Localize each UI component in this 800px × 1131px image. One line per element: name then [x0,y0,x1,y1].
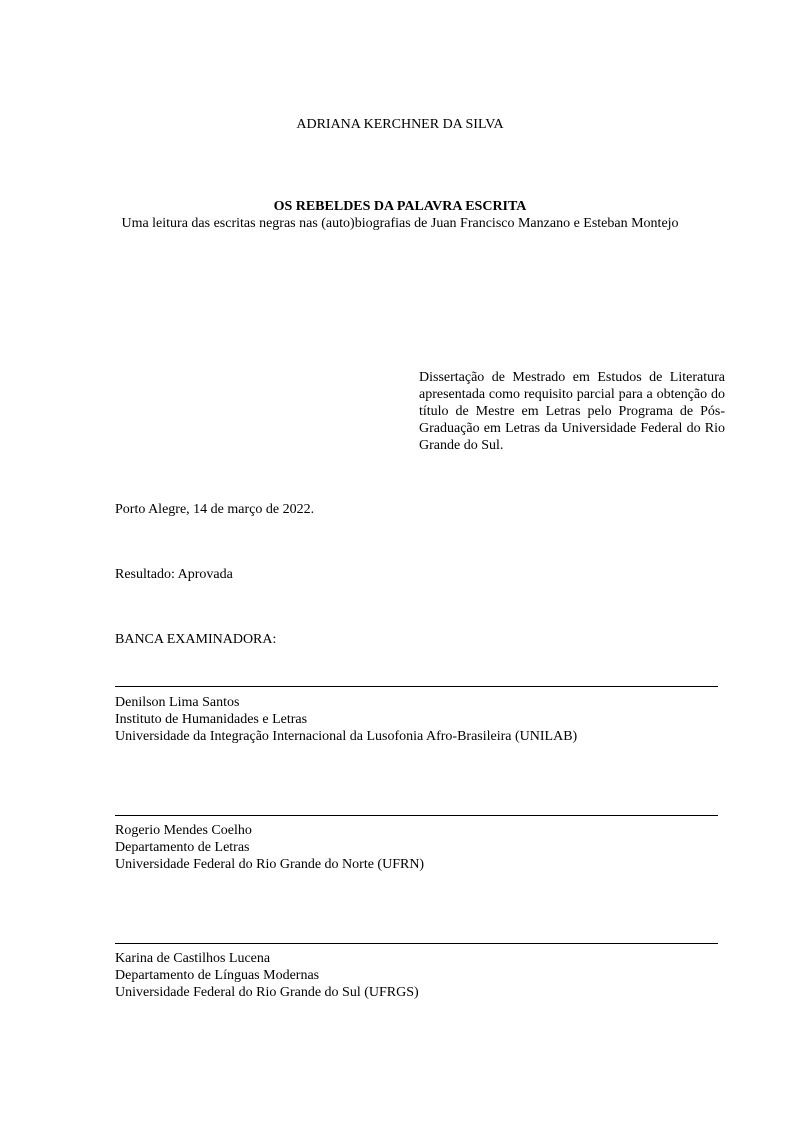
title-block [0,198,800,232]
member-department: Instituto de Humanidades e Letras [115,712,308,727]
member-department: Departamento de Línguas Modernas [115,968,320,983]
committee-heading: BANCA EXAMINADORA: [115,632,277,647]
committee-member [115,694,735,745]
signature-line [115,686,718,687]
thesis-title: OS REBELDES DA PALAVRA ESCRITA [273,199,527,214]
committee-member [115,950,735,1001]
signature-line [115,815,718,816]
member-department: Departamento de Letras [115,840,250,855]
committee-member [115,822,735,873]
thesis-subtitle: Uma leitura das escritas negras nas (auto)biografias de Juan Francisco Manzano e Esteban Montejo [121,216,679,231]
member-institution: Universidade Federal do Rio Grande do Sul (UFRGS) [115,985,419,1000]
member-name: Karina de Castilhos Lucena [115,951,271,966]
member-name: Rogerio Mendes Coelho [115,823,252,838]
dissertation-note: Dissertação de Mestrado em Estudos de Literatura apresentada como requisito parcial para a obtenção do título de Mestre em Letras pelo Programa de Pós-Graduação em Letras da Universidade Federal do Rio Grande do Sul. [419,370,725,453]
defense-date: Porto Alegre, 14 de março de 2022. [115,502,315,517]
result-text: Resultado: Aprovada [115,567,233,582]
member-institution: Universidade da Integração Internacional da Lusofonia Afro-Brasileira (UNILAB) [115,729,578,744]
author-name: ADRIANA KERCHNER DA SILVA [296,117,504,132]
member-institution: Universidade Federal do Rio Grande do Norte (UFRN) [115,857,425,872]
member-name: Denilson Lima Santos [115,695,240,710]
signature-line [115,943,718,944]
